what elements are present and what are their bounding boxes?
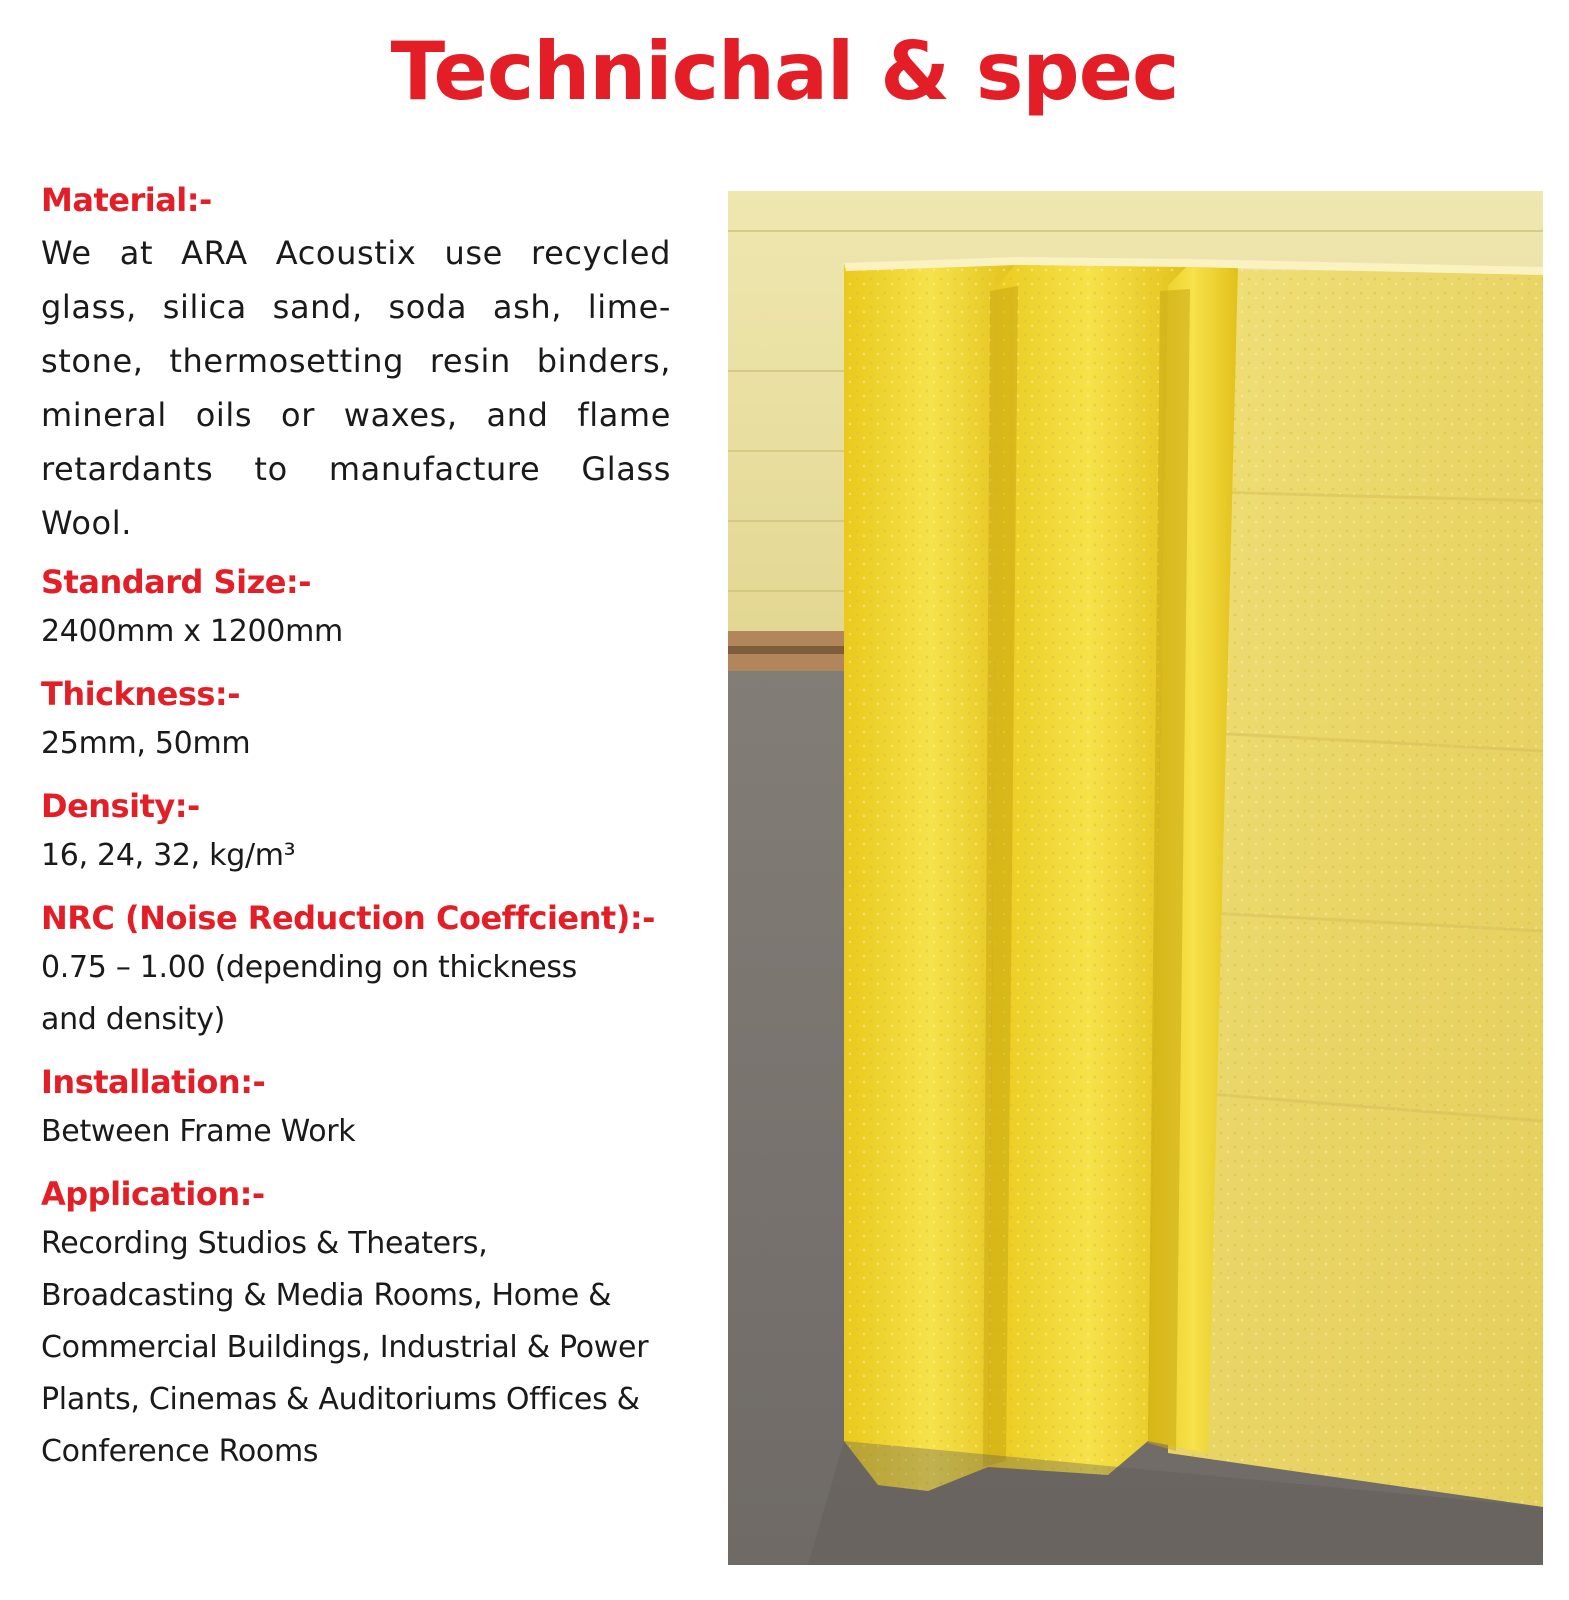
density-value: 16, 24, 32, kg/m³ <box>41 838 296 873</box>
material-value: We at ARA Acoustix use recycled glass, silica sand, soda ash, lime-stone, thermosetting resin binders, mineral oils or waxes, and flame retardants to manufacture Glass Wool. <box>41 234 671 542</box>
installation-value: Between Frame Work <box>41 1114 356 1149</box>
glass-wool-photo <box>728 191 1543 1565</box>
application-label: Application:- <box>41 1175 265 1213</box>
thickness-label: Thickness:- <box>41 675 240 713</box>
page-title: Technichal & spec <box>390 25 1179 118</box>
standard-size-label: Standard Size:- <box>41 563 311 601</box>
standard-size-value: 2400mm x 1200mm <box>41 614 343 649</box>
material-label: Material:- <box>41 181 212 219</box>
nrc-value: 0.75 – 1.00 (depending on thickness and density) <box>41 950 578 1037</box>
thickness-value: 25mm, 50mm <box>41 726 251 761</box>
density-label: Density:- <box>41 787 200 825</box>
installation-label: Installation:- <box>41 1063 266 1101</box>
nrc-label: NRC (Noise Reduction Coeffcient):- <box>41 899 655 937</box>
spec-list <box>41 176 671 1478</box>
application-value: Recording Studios & Theaters, Broadcasting & Media Rooms, Home & Commercial Buildings, Industrial & Power Plants, Cinemas & Auditoriums Offices & Conference Rooms <box>41 1226 649 1469</box>
